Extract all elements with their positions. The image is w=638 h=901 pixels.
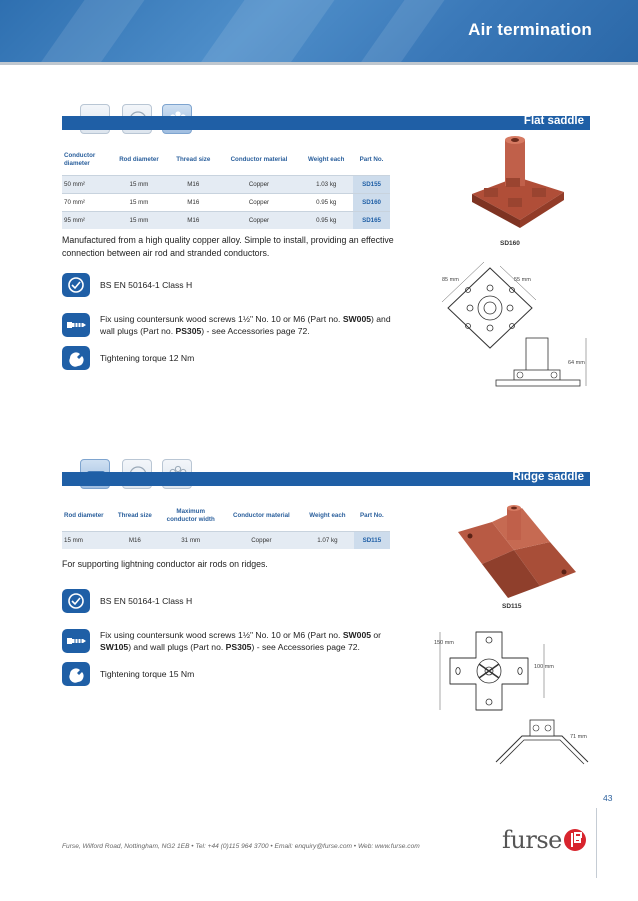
section-band-flat <box>62 116 590 130</box>
fixing-text-b: ) and wall plugs (Part no. <box>128 642 226 652</box>
torque-text: Tightening torque 15 Nm <box>100 668 195 679</box>
table-cell: 15 mm <box>110 211 168 229</box>
fixing-part-screw-alt: SW105 <box>100 642 129 652</box>
standard-row-flat <box>62 273 400 297</box>
page-title: Air termination <box>468 20 592 39</box>
standard-text: BS EN 50164-1 Class H <box>100 279 193 290</box>
footer-contact: Furse, Wilford Road, Nottingham, NG2 1EB • Tel: +44 (0)115 964 3700 • Email: enquiry@furse.com • Web: www.furse.com <box>62 843 420 850</box>
ridge-saddle-plan-drawing <box>434 624 554 716</box>
ridge-dim-c: 71 mm <box>570 734 587 740</box>
fixing-text-a: Fix using countersunk wood screws 1½" No. 10 or M6 (Part no. <box>100 629 343 640</box>
ridge-dim-b: 100 mm <box>534 664 554 670</box>
table-cell: 50 mm² <box>62 175 110 193</box>
column-header: Weight each <box>309 512 346 520</box>
table-cell: 95 mm² <box>62 211 110 229</box>
flat-saddle-side-drawing <box>494 336 594 396</box>
header-divider <box>0 62 638 65</box>
column-header: Rod diameter <box>119 156 159 164</box>
table-cell: Copper <box>219 211 300 229</box>
table-cell: M16 <box>168 193 219 211</box>
column-header: Conductor material <box>230 156 288 164</box>
spanner-icon <box>62 662 90 686</box>
spanner-icon <box>62 346 90 370</box>
ridge-saddle-product-image <box>452 502 582 602</box>
ridge-description: For supporting lightning conductor air rods on ridges. <box>62 559 268 569</box>
table-row <box>62 175 390 193</box>
standard-row-ridge <box>62 589 400 613</box>
table-cell: 0.95 kg <box>299 211 353 229</box>
logo-mark-icon <box>564 829 586 851</box>
flat-description: Manufactured from a high quality copper alloy. Simple to install, providing an effective connection between air rod and stranded conductors. <box>62 235 394 258</box>
table-cell: 0.95 kg <box>299 193 353 211</box>
header-banner <box>0 0 638 62</box>
fixing-text-a: Fix using countersunk wood screws 1½" No. 10 or M6 (Part no. <box>100 313 343 324</box>
torque-text: Tightening torque 12 Nm <box>100 352 195 363</box>
column-header: Part No. <box>360 512 384 520</box>
table-row <box>62 193 390 211</box>
column-header: Weight each <box>308 156 345 164</box>
fixing-row-flat <box>62 310 400 340</box>
part-number-cell: SD155 <box>353 175 390 193</box>
flat-saddle-product-image <box>462 132 572 237</box>
fixing-part-plug: PS305 <box>225 642 252 652</box>
standard-text: BS EN 50164-1 Class H <box>100 595 193 606</box>
table-cell: M16 <box>168 211 219 229</box>
column-header: Thread size <box>117 512 152 520</box>
torque-row-ridge <box>62 662 400 686</box>
page-number: 43 <box>603 793 613 803</box>
fixing-text-or: or <box>371 629 382 640</box>
fixing-text <box>100 629 390 654</box>
column-header: Maximum conductor width <box>166 508 215 524</box>
screw-icon <box>62 629 90 653</box>
standard-certificate-icon <box>62 589 90 613</box>
logo-wordmark: furse <box>502 826 562 854</box>
table-row <box>62 211 390 229</box>
table-cell: 31 mm <box>160 531 222 549</box>
part-number-cell: SD160 <box>353 193 390 211</box>
standard-certificate-icon <box>62 273 90 297</box>
screw-icon <box>62 313 90 337</box>
table-cell: 15 mm <box>62 531 110 549</box>
flat-saddle-table <box>62 150 390 229</box>
flat-dim-b: 55 mm <box>514 277 531 283</box>
table-cell: M16 <box>168 175 219 193</box>
flat-image-label: SD160 <box>500 240 520 247</box>
flat-dim-c: 64 mm <box>568 360 585 366</box>
ridge-dim-a: 150 mm <box>434 640 454 646</box>
fixing-text-b: ) and wall plugs (Part no. <box>100 313 391 336</box>
furse-logo <box>502 826 586 854</box>
fixing-part-screw: SW005 <box>342 313 372 324</box>
table-row <box>62 531 390 549</box>
section-title-ridge-saddle: Ridge saddle <box>512 471 584 483</box>
fixing-text-c: ) - see Accessories page 72. <box>251 642 360 652</box>
flat-dim-a: 85 mm <box>442 277 459 283</box>
table-cell: M16 <box>110 531 160 549</box>
fixing-text <box>100 313 400 338</box>
part-number-cell: SD115 <box>354 531 390 549</box>
column-header: Part No. <box>359 156 384 164</box>
footer-divider <box>596 808 597 878</box>
section-title-flat-saddle: Flat saddle <box>523 115 584 127</box>
table-cell: Copper <box>219 193 300 211</box>
fixing-row-ridge <box>62 622 390 660</box>
fixing-part-screw: SW005 <box>342 629 372 640</box>
table-cell: Copper <box>219 175 300 193</box>
ridge-saddle-side-drawing <box>492 712 592 768</box>
torque-row-flat <box>62 346 400 370</box>
part-number-cell: SD165 <box>353 211 390 229</box>
section-band-ridge <box>62 472 590 486</box>
table-cell: Copper <box>222 531 301 549</box>
column-header: Conductor diameter <box>64 152 96 168</box>
ridge-image-label: SD115 <box>502 603 522 610</box>
table-cell: 15 mm <box>110 193 168 211</box>
column-header: Conductor material <box>233 512 290 520</box>
table-cell: 15 mm <box>110 175 168 193</box>
ridge-saddle-table <box>62 506 390 549</box>
table-cell: 1.03 kg <box>299 175 353 193</box>
fixing-part-plug: PS305 <box>175 326 202 336</box>
column-header: Rod diameter <box>64 512 104 520</box>
column-header: Thread size <box>176 156 211 164</box>
table-cell: 1.07 kg <box>301 531 354 549</box>
fixing-text-c: ) - see Accessories page 72. <box>201 326 310 336</box>
table-cell: 70 mm² <box>62 193 110 211</box>
